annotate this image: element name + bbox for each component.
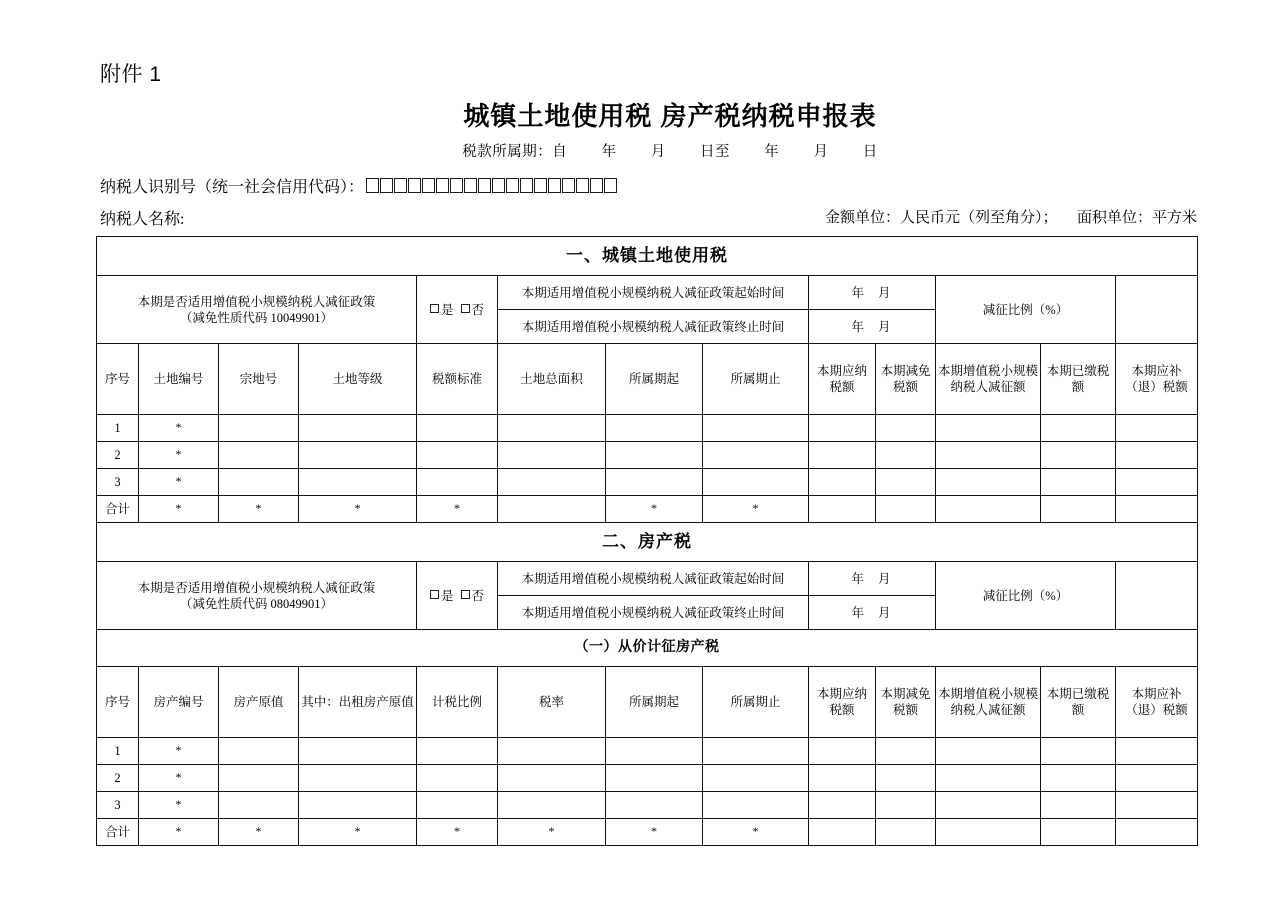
section2-row1-cell11[interactable]: [1116, 765, 1198, 792]
section1-row1-cell9[interactable]: [936, 442, 1041, 469]
section2-title-row: [97, 523, 1198, 562]
section1-end-month-label: 月: [878, 319, 893, 334]
section2-row0-cell6[interactable]: [703, 738, 809, 765]
section1-policy-code-note: （减免性质代码 10049901）: [179, 310, 334, 325]
section1-col-2: 宗地号: [219, 344, 299, 415]
section2-reduction-ratio-value[interactable]: [1116, 562, 1198, 630]
section1-total-cell10[interactable]: [1041, 496, 1116, 523]
section1-total-row: [97, 496, 1198, 523]
taxpayer-id-char-box[interactable]: [436, 178, 449, 193]
section2-policy-yesno[interactable]: [417, 562, 498, 630]
taxpayer-id-label: 纳税人识别号（统一社会信用代码）：: [100, 179, 365, 196]
attachment-label: 附件 1: [100, 63, 162, 86]
section1-row1-cell10[interactable]: [1041, 442, 1116, 469]
section2-total-cell10[interactable]: [1041, 819, 1116, 846]
section2-total-cell6: *: [703, 819, 809, 846]
section1-title: 一、城镇土地使用税: [97, 237, 1198, 276]
tax-period-day-end: 日: [862, 144, 878, 160]
section1-total-cell7[interactable]: [809, 496, 876, 523]
section1-total-cell2: *: [299, 496, 417, 523]
section1-title-row: [97, 237, 1198, 276]
section2-start-year-label: 年: [851, 571, 866, 586]
table-row: [97, 765, 1198, 792]
tax-period-year-end: 年: [764, 144, 780, 160]
section2-row2-cell11[interactable]: [1116, 792, 1198, 819]
section2-row1-cell9[interactable]: [936, 765, 1041, 792]
taxpayer-id-char-box[interactable]: [366, 178, 379, 193]
section1-row0-cell11[interactable]: [1116, 415, 1198, 442]
section1-row2-cell8[interactable]: [876, 469, 936, 496]
section1-start-month-label: 月: [878, 285, 893, 300]
taxpayer-id-input[interactable]: [366, 178, 618, 193]
section1-row0-cell8[interactable]: [876, 415, 936, 442]
section1-col-0: 序号: [97, 344, 139, 415]
section1-policy-yes-label: 是: [440, 302, 454, 317]
section1-row1-cell8[interactable]: [876, 442, 936, 469]
section2-policy-end-label: 本期适用增值税小规模纳税人减征政策终止时间: [498, 596, 809, 630]
section2-row1-cell10[interactable]: [1041, 765, 1116, 792]
section2-row1-index: 2: [97, 765, 139, 792]
section2-reduction-ratio-label: 减征比例（%）: [936, 562, 1116, 630]
section2-row1-cell6[interactable]: [703, 765, 809, 792]
section2-col-9: 本期减免税额: [876, 667, 936, 738]
taxpayer-id-char-box[interactable]: [590, 178, 603, 193]
section1-col-8: 本期应纳税额: [809, 344, 876, 415]
section1-row1-cell5[interactable]: [606, 442, 703, 469]
section2-policy-question: [97, 562, 417, 630]
section2-policy-end-value[interactable]: [809, 596, 936, 630]
section2-row0-cell8[interactable]: [876, 738, 936, 765]
section2-policy-row-start: [97, 562, 1198, 596]
section1-row1-cell0[interactable]: *: [139, 442, 219, 469]
section1-total-cell8[interactable]: [876, 496, 936, 523]
section1-row2-cell2[interactable]: [299, 469, 417, 496]
section1-policy-row-start: [97, 276, 1198, 310]
table-row: [97, 738, 1198, 765]
tax-period-year-start: 年: [601, 144, 617, 160]
section1-policy-yesno[interactable]: [417, 276, 498, 344]
section1-row2-cell1[interactable]: [219, 469, 299, 496]
section2-total-row: [97, 819, 1198, 846]
taxpayer-id-char-box[interactable]: [604, 178, 617, 193]
section1-row0-cell7[interactable]: [809, 415, 876, 442]
section2-row0-cell5[interactable]: [606, 738, 703, 765]
section2-total-cell8[interactable]: [876, 819, 936, 846]
section2-row2-cell1[interactable]: [219, 792, 299, 819]
section1-row0-cell9[interactable]: [936, 415, 1041, 442]
section2-start-month-label: 月: [878, 571, 893, 586]
section2-row0-index: 1: [97, 738, 139, 765]
section2-col-2: 房产原值: [219, 667, 299, 738]
section1-row1-index: 2: [97, 442, 139, 469]
section2-row2-cell6[interactable]: [703, 792, 809, 819]
section2-col-3: 其中：出租房产原值: [299, 667, 417, 738]
section2-col-8: 本期应纳税额: [809, 667, 876, 738]
section1-policy-no-checkbox[interactable]: [461, 304, 470, 313]
amount-unit-label: 金额单位：人民币元（列至角分）；: [824, 210, 1058, 226]
section1-policy-start-label: 本期适用增值税小规模纳税人减征政策起始时间: [498, 276, 809, 310]
section2-total-label: 合计: [97, 819, 139, 846]
tax-period-month-start: 月: [650, 144, 666, 160]
taxpayer-name-label: 纳税人名称:: [100, 211, 185, 228]
section2-end-year-label: 年: [851, 605, 866, 620]
section2-policy-start-value[interactable]: [809, 562, 936, 596]
section2-col-4: 计税比例: [417, 667, 498, 738]
section1-col-5: 土地总面积: [498, 344, 606, 415]
section2-col-10: 本期增值税小规模纳税人减征额: [936, 667, 1041, 738]
section1-row2-cell7[interactable]: [809, 469, 876, 496]
section2-row2-cell2[interactable]: [299, 792, 417, 819]
section2-row0-cell10[interactable]: [1041, 738, 1116, 765]
section1-row2-cell5[interactable]: [606, 469, 703, 496]
section1-row2-index: 3: [97, 469, 139, 496]
section2-row1-cell4[interactable]: [498, 765, 606, 792]
section2-row0-cell3[interactable]: [417, 738, 498, 765]
area-unit-label: 面积单位：平方米: [1076, 210, 1197, 226]
section2-row1-cell3[interactable]: [417, 765, 498, 792]
section2-row1-cell0[interactable]: *: [139, 765, 219, 792]
section1-row1-cell6[interactable]: [703, 442, 809, 469]
units-note: [825, 206, 1197, 227]
taxpayer-id-char-box[interactable]: [422, 178, 435, 193]
taxpayer-id-char-box[interactable]: [394, 178, 407, 193]
section2-row2-cell10[interactable]: [1041, 792, 1116, 819]
tax-period-line: [0, 140, 1280, 161]
section1-row0-cell6[interactable]: [703, 415, 809, 442]
section1-total-cell0: *: [139, 496, 219, 523]
table-row: [97, 469, 1198, 496]
section1-total-cell5: *: [606, 496, 703, 523]
section1-row0-index: 1: [97, 415, 139, 442]
table-row: [97, 415, 1198, 442]
section1-row0-cell5[interactable]: [606, 415, 703, 442]
section1-row2-cell0[interactable]: *: [139, 469, 219, 496]
section2-col-5: 税率: [498, 667, 606, 738]
section2-policy-yes-checkbox[interactable]: [430, 590, 439, 599]
section2-row0-cell1[interactable]: [219, 738, 299, 765]
section2-col-0: 序号: [97, 667, 139, 738]
section1-col-3: 土地等级: [299, 344, 417, 415]
page-title: 城镇土地使用税 房产税纳税申报表: [463, 101, 877, 131]
section1-policy-no-label: 否: [471, 302, 485, 317]
section2-total-cell2: *: [299, 819, 417, 846]
taxpayer-id-char-box[interactable]: [464, 178, 477, 193]
section2-end-month-label: 月: [878, 605, 893, 620]
section1-row1-cell4[interactable]: [498, 442, 606, 469]
section2-row1-cell8[interactable]: [876, 765, 936, 792]
section2-policy-no-label: 否: [471, 588, 485, 603]
section1-policy-start-value[interactable]: [809, 276, 936, 310]
section1-row1-cell2[interactable]: [299, 442, 417, 469]
taxpayer-id-char-box[interactable]: [548, 178, 561, 193]
section1-reduction-ratio-value[interactable]: [1116, 276, 1198, 344]
section1-end-year-label: 年: [851, 319, 866, 334]
taxpayer-id-char-box[interactable]: [492, 178, 505, 193]
section2-row2-cell8[interactable]: [876, 792, 936, 819]
section1-policy-end-value[interactable]: [809, 310, 936, 344]
section1-policy-question: [97, 276, 417, 344]
section2-row0-cell9[interactable]: [936, 738, 1041, 765]
taxpayer-id-char-box[interactable]: [380, 178, 393, 193]
section1-row0-cell2[interactable]: [299, 415, 417, 442]
taxpayer-id-char-box[interactable]: [534, 178, 547, 193]
section2-row2-cell7[interactable]: [809, 792, 876, 819]
section2-row0-cell0[interactable]: *: [139, 738, 219, 765]
section2-col-11: 本期已缴税额: [1041, 667, 1116, 738]
section1-col-10: 本期增值税小规模纳税人减征额: [936, 344, 1041, 415]
taxpayer-id-char-box[interactable]: [520, 178, 533, 193]
section1-total-cell11[interactable]: [1116, 496, 1198, 523]
section2-row2-cell4[interactable]: [498, 792, 606, 819]
section2-row0-cell4[interactable]: [498, 738, 606, 765]
section2-total-cell4: *: [498, 819, 606, 846]
section2-total-cell9[interactable]: [936, 819, 1041, 846]
section1-total-cell9[interactable]: [936, 496, 1041, 523]
section2-col-6: 所属期起: [606, 667, 703, 738]
section2-row2-cell9[interactable]: [936, 792, 1041, 819]
section2-row0-cell2[interactable]: [299, 738, 417, 765]
section2-row2-index: 3: [97, 792, 139, 819]
section2-policy-question-text: 本期是否适用增值税小规模纳税人减征政策: [137, 580, 376, 595]
section2-row1-cell2[interactable]: [299, 765, 417, 792]
section1-col-12: 本期应补（退）税额: [1116, 344, 1198, 415]
section1-row2-cell10[interactable]: [1041, 469, 1116, 496]
section1-col-1: 土地编号: [139, 344, 219, 415]
section1-row1-cell1[interactable]: [219, 442, 299, 469]
section1-row1-cell7[interactable]: [809, 442, 876, 469]
tax-period-month-end: 月: [813, 144, 829, 160]
section2-subsection-title: （一）从价计征房产税: [97, 630, 1198, 667]
tax-period-day-start: 日至: [700, 144, 730, 160]
section1-row0-cell3[interactable]: [417, 415, 498, 442]
section2-row2-cell5[interactable]: [606, 792, 703, 819]
section2-policy-yes-label: 是: [440, 588, 454, 603]
section2-total-cell11[interactable]: [1116, 819, 1198, 846]
section2-col-7: 所属期止: [703, 667, 809, 738]
taxpayer-id-char-box[interactable]: [576, 178, 589, 193]
taxpayer-id-row: [100, 174, 618, 197]
section2-row2-cell0[interactable]: *: [139, 792, 219, 819]
section1-row2-cell9[interactable]: [936, 469, 1041, 496]
section2-row0-cell7[interactable]: [809, 738, 876, 765]
section2-title: 二、房产税: [97, 523, 1198, 562]
section2-policy-no-checkbox[interactable]: [461, 590, 470, 599]
section2-col-12: 本期应补（退）税额: [1116, 667, 1198, 738]
section2-column-header-row: [97, 667, 1198, 738]
section1-row0-cell0[interactable]: *: [139, 415, 219, 442]
section2-policy-start-label: 本期适用增值税小规模纳税人减征政策起始时间: [498, 562, 809, 596]
section2-row0-cell11[interactable]: [1116, 738, 1198, 765]
section1-policy-yes-checkbox[interactable]: [430, 304, 439, 313]
section2-subsection-row: [97, 630, 1198, 667]
section1-col-11: 本期已缴税额: [1041, 344, 1116, 415]
taxpayer-id-char-box[interactable]: [450, 178, 463, 193]
taxpayer-id-char-box[interactable]: [562, 178, 575, 193]
section2-total-cell7[interactable]: [809, 819, 876, 846]
section1-row0-cell10[interactable]: [1041, 415, 1116, 442]
section2-col-1: 房产编号: [139, 667, 219, 738]
section1-total-cell6: *: [703, 496, 809, 523]
section1-row2-cell6[interactable]: [703, 469, 809, 496]
section1-row2-cell11[interactable]: [1116, 469, 1198, 496]
section1-row0-cell4[interactable]: [498, 415, 606, 442]
tax-period-prefix: 税款所属期：自: [462, 144, 568, 160]
table-row: [97, 442, 1198, 469]
section1-policy-question-text: 本期是否适用增值税小规模纳税人减征政策: [137, 294, 376, 309]
tax-declaration-table: [96, 236, 1198, 846]
section1-row1-cell3[interactable]: [417, 442, 498, 469]
taxpayer-id-char-box[interactable]: [408, 178, 421, 193]
section1-total-cell3: *: [417, 496, 498, 523]
section1-total-cell4[interactable]: [498, 496, 606, 523]
table-row: [97, 792, 1198, 819]
taxpayer-id-char-box[interactable]: [478, 178, 491, 193]
section1-row1-cell11[interactable]: [1116, 442, 1198, 469]
taxpayer-id-char-box[interactable]: [506, 178, 519, 193]
section2-total-cell5: *: [606, 819, 703, 846]
section2-row2-cell3[interactable]: [417, 792, 498, 819]
section2-policy-code-note: （减免性质代码 08049901）: [179, 596, 334, 611]
section1-col-6: 所属期起: [606, 344, 703, 415]
section1-policy-end-label: 本期适用增值税小规模纳税人减征政策终止时间: [498, 310, 809, 344]
section1-row0-cell1[interactable]: [219, 415, 299, 442]
section1-total-cell1: *: [219, 496, 299, 523]
section2-row1-cell1[interactable]: [219, 765, 299, 792]
section1-row2-cell4[interactable]: [498, 469, 606, 496]
section1-start-year-label: 年: [851, 285, 866, 300]
section1-row2-cell3[interactable]: [417, 469, 498, 496]
section1-col-4: 税额标准: [417, 344, 498, 415]
section1-column-header-row: [97, 344, 1198, 415]
section1-total-label: 合计: [97, 496, 139, 523]
section2-row1-cell5[interactable]: [606, 765, 703, 792]
section1-col-7: 所属期止: [703, 344, 809, 415]
section1-reduction-ratio-label: 减征比例（%）: [936, 276, 1116, 344]
section2-row1-cell7[interactable]: [809, 765, 876, 792]
section2-total-cell0: *: [139, 819, 219, 846]
section2-total-cell3: *: [417, 819, 498, 846]
section1-col-9: 本期减免税额: [876, 344, 936, 415]
section2-total-cell1: *: [219, 819, 299, 846]
